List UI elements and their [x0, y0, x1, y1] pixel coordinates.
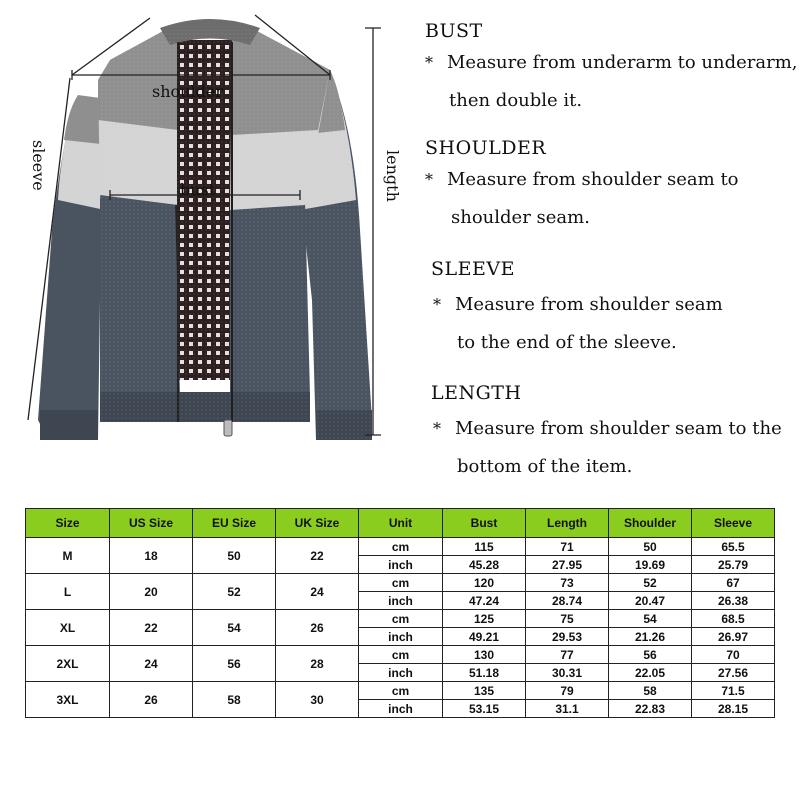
guide-length-line-1: Measure from shoulder seam to the	[455, 418, 782, 439]
unit-cell: cm	[359, 646, 443, 664]
shoulder-label: shoulder	[152, 82, 223, 101]
length-cell: 73	[526, 574, 609, 592]
table-row	[26, 538, 775, 556]
guide-length-line-2: bottom of the item.	[457, 456, 633, 477]
shoulder-cell: 19.69	[609, 556, 692, 574]
guide-bust-line-2: then double it.	[449, 90, 583, 111]
us-size-cell: 18	[110, 538, 193, 574]
guide-length-title: LENGTH	[431, 382, 522, 404]
shoulder-cell: 22.83	[609, 700, 692, 718]
unit-cell: inch	[359, 556, 443, 574]
length-cell: 79	[526, 682, 609, 700]
unit-cell: cm	[359, 538, 443, 556]
eu-size-cell: 58	[193, 682, 276, 718]
bullet-star: *	[425, 170, 433, 189]
bust-cell: 130	[443, 646, 526, 664]
guide-bust-line-1: Measure from underarm to underarm,	[447, 52, 798, 73]
sleeve-cell: 67	[692, 574, 775, 592]
size-cell: L	[26, 574, 110, 610]
guide-bust-title: BUST	[425, 20, 483, 42]
guide-shoulder	[425, 137, 795, 237]
uk-size-cell: 24	[276, 574, 359, 610]
table-row	[26, 610, 775, 628]
bust-cell: 49.21	[443, 628, 526, 646]
size-cell: M	[26, 538, 110, 574]
sleeve-cell: 25.79	[692, 556, 775, 574]
header-size: Size	[26, 509, 110, 538]
header-eu-size: EU Size	[193, 509, 276, 538]
size-cell: XL	[26, 610, 110, 646]
uk-size-cell: 22	[276, 538, 359, 574]
table-row	[26, 682, 775, 700]
table-row	[26, 646, 775, 664]
eu-size-cell: 54	[193, 610, 276, 646]
length-cell: 75	[526, 610, 609, 628]
us-size-cell: 24	[110, 646, 193, 682]
size-cell: 3XL	[26, 682, 110, 718]
unit-cell: cm	[359, 610, 443, 628]
bullet-star: *	[433, 419, 441, 438]
bust-cell: 125	[443, 610, 526, 628]
header-uk-size: UK Size	[276, 509, 359, 538]
bust-cell: 45.28	[443, 556, 526, 574]
bust-cell: 135	[443, 682, 526, 700]
us-size-cell: 26	[110, 682, 193, 718]
sleeve-cell: 28.15	[692, 700, 775, 718]
bust-cell: 120	[443, 574, 526, 592]
unit-cell: cm	[359, 682, 443, 700]
shoulder-cell: 50	[609, 538, 692, 556]
length-cell: 77	[526, 646, 609, 664]
length-cell: 29.53	[526, 628, 609, 646]
guide-length	[425, 382, 795, 486]
table-row	[26, 574, 775, 592]
header-bust: Bust	[443, 509, 526, 538]
header-unit: Unit	[359, 509, 443, 538]
unit-cell: inch	[359, 664, 443, 682]
header-sleeve: Sleeve	[692, 509, 775, 538]
shoulder-cell: 52	[609, 574, 692, 592]
length-label: length	[383, 150, 402, 202]
guide-shoulder-line-1: Measure from shoulder seam to	[447, 169, 739, 190]
size-cell: 2XL	[26, 646, 110, 682]
length-cell: 31.1	[526, 700, 609, 718]
guide-sleeve-line-2: to the end of the sleeve.	[457, 332, 677, 353]
sleeve-cell: 71.5	[692, 682, 775, 700]
bust-cell: 53.15	[443, 700, 526, 718]
shoulder-cell: 56	[609, 646, 692, 664]
guide-sleeve	[425, 258, 795, 362]
sleeve-cell: 65.5	[692, 538, 775, 556]
uk-size-cell: 26	[276, 610, 359, 646]
bust-cell: 47.24	[443, 592, 526, 610]
bust-cell: 51.18	[443, 664, 526, 682]
shoulder-cell: 54	[609, 610, 692, 628]
guide-shoulder-line-2: shoulder seam.	[451, 207, 590, 228]
us-size-cell: 20	[110, 574, 193, 610]
guide-sleeve-title: SLEEVE	[431, 258, 515, 280]
uk-size-cell: 30	[276, 682, 359, 718]
eu-size-cell: 56	[193, 646, 276, 682]
length-cell: 30.31	[526, 664, 609, 682]
us-size-cell: 22	[110, 610, 193, 646]
eu-size-cell: 52	[193, 574, 276, 610]
guide-shoulder-title: SHOULDER	[425, 137, 547, 159]
bust-cell: 115	[443, 538, 526, 556]
header-length: Length	[526, 509, 609, 538]
guide-bust	[425, 20, 798, 120]
unit-cell: inch	[359, 700, 443, 718]
sleeve-cell: 70	[692, 646, 775, 664]
bullet-star: *	[433, 295, 441, 314]
size-table	[25, 508, 775, 718]
bust-label: bust	[180, 180, 216, 199]
shoulder-cell: 20.47	[609, 592, 692, 610]
guide-sleeve-line-1: Measure from shoulder seam	[455, 294, 723, 315]
sleeve-cell: 26.38	[692, 592, 775, 610]
shoulder-cell: 21.26	[609, 628, 692, 646]
header-shoulder: Shoulder	[609, 509, 692, 538]
length-cell: 28.74	[526, 592, 609, 610]
unit-cell: inch	[359, 592, 443, 610]
header-us-size: US Size	[110, 509, 193, 538]
sleeve-cell: 26.97	[692, 628, 775, 646]
length-cell: 71	[526, 538, 609, 556]
table-header-row	[26, 509, 775, 538]
bullet-star: *	[425, 53, 433, 72]
sleeve-cell: 27.56	[692, 664, 775, 682]
uk-size-cell: 28	[276, 646, 359, 682]
sleeve-cell: 68.5	[692, 610, 775, 628]
unit-cell: inch	[359, 628, 443, 646]
length-cell: 27.95	[526, 556, 609, 574]
sleeve-label: sleeve	[29, 140, 48, 191]
shoulder-cell: 22.05	[609, 664, 692, 682]
eu-size-cell: 50	[193, 538, 276, 574]
shoulder-cell: 58	[609, 682, 692, 700]
unit-cell: cm	[359, 574, 443, 592]
